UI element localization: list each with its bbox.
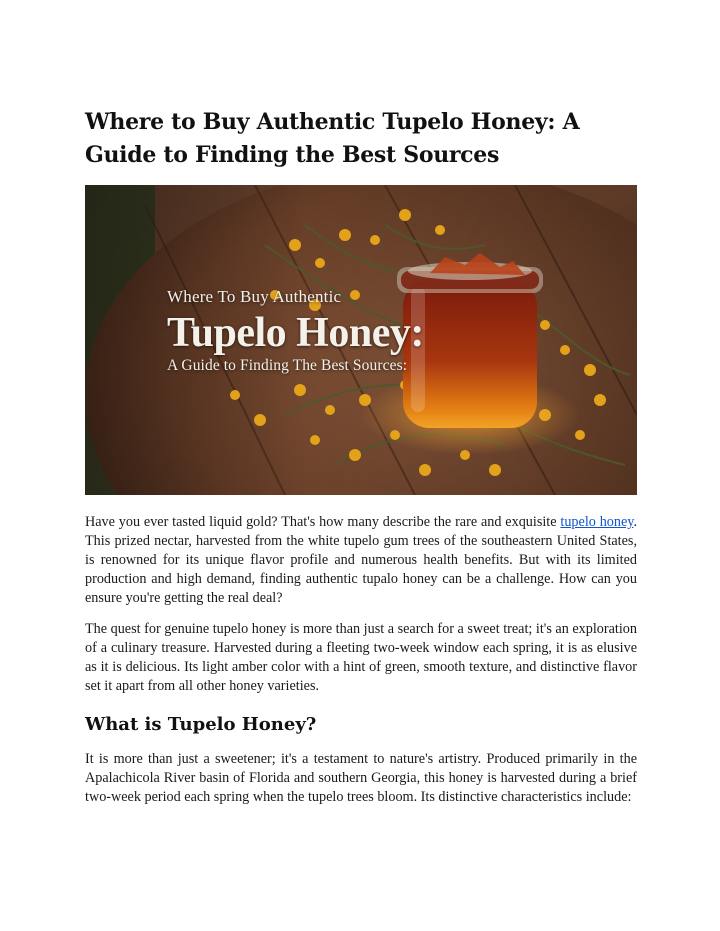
what-is-paragraph: It is more than just a sweetener; it's a testament to nature's artistry. Produced primarily in the Apalachicola River basin of Florida and southern Georgia, this honey is harvested during a brief two-week period each spring when the tupelo trees bloom. Its distinctive characteristics include: (85, 751, 637, 805)
intro-text-after-link: . This prized nectar, harvested from the white tupelo gum trees of the southeastern United States, is renowned for its unique flavor profile and numerous health benefits. But with its limited production and high demand, finding authentic tupalo honey can be a challenge. How can you ensure you're getting the real deal? (85, 514, 638, 606)
hero-image (85, 185, 637, 495)
section-heading: What is Tupelo Honey? (85, 714, 317, 735)
hero-overlay-line3: A Guide to Finding The Best Sources: (167, 357, 408, 374)
article-title: Where to Buy Authentic Tupelo Honey: A Guide to Finding the Best Sources (85, 109, 580, 168)
intro-paragraph (85, 513, 637, 608)
quest-paragraph: The quest for genuine tupelo honey is more than just a search for a sweet treat; it's an exploration of a culinary treasure. Harvested during a fleeting two-week window each spring, it is as elusive as it is delicious. Its light amber color with a hint of green, smooth texture, and distinctive flavor set it apart from all other honey varieties. (85, 621, 637, 694)
hero-overlay-line2: Tupelo Honey: (167, 310, 424, 356)
tupelo-honey-link[interactable]: tupelo honey (560, 514, 634, 530)
hero-overlay-line1: Where To Buy Authentic (167, 287, 342, 306)
intro-text-before-link: Have you ever tasted liquid gold? That's how many describe the rare and exquisite (85, 514, 561, 530)
